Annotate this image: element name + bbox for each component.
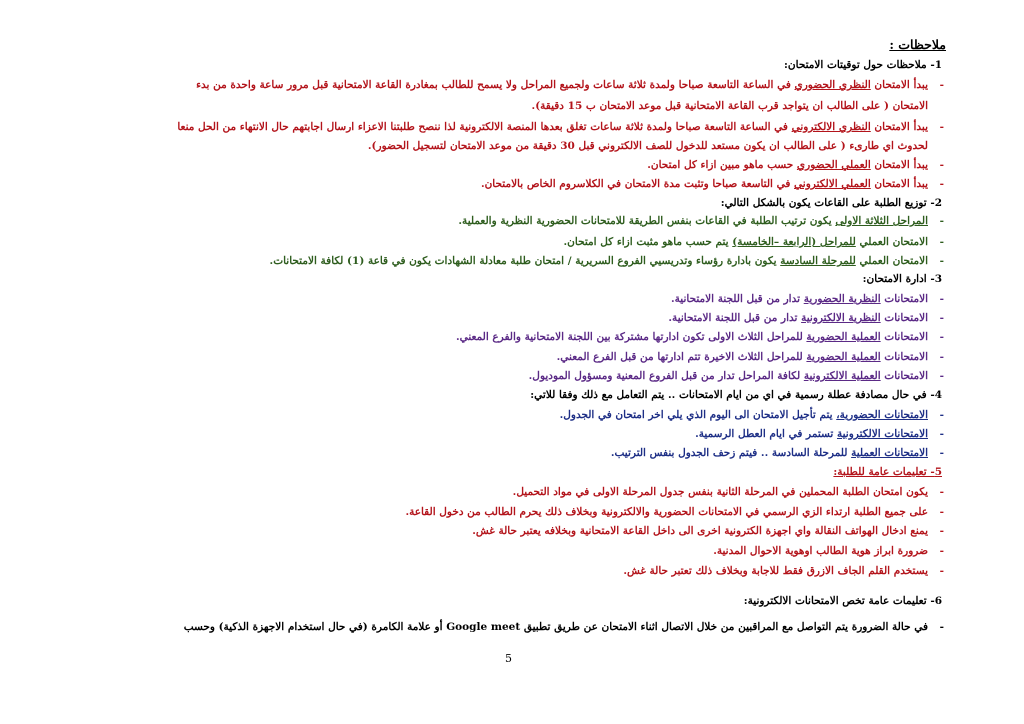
list-item: - على جميع الطلبة ارتداء الزي الرسمي في الامتحانات الحضورية والالكترونية وبخلاف ذلك يحرم الطالب من دخول القاعة. <box>405 506 944 518</box>
list-item: - المراحل الثلاثة الاولى يكون ترتيب الطلبة في القاعات بنفس الطريقة للامتحانات الحضورية النظرية والعملية. <box>458 215 944 227</box>
list-item: - الامتحانات النظرية الحضورية تدار من قبل اللجنة الامتحانية. <box>671 293 944 305</box>
list-item: - الامتحانات الالكترونية تستمر في ايام العطل الرسمية. <box>695 428 944 440</box>
section-3-heading: 3- ادارة الامتحان: <box>862 273 942 285</box>
list-item: - الامتحانات الحضورية، يتم تأجيل الامتحان الى اليوم الذي يلي اخر امتحان في الجدول. <box>559 409 944 421</box>
list-item: الامتحان ( على الطالب ان يتواجد قرب القاعة الامتحانية قبل موعد الامتحان ب 15 دقيقة). <box>531 100 928 112</box>
list-item: - يستخدم القلم الجاف الازرق فقط للاجابة وبخلاف ذلك تعتبر حالة غش. <box>623 565 944 577</box>
list-item: - الامتحانات العملية للمرحلة السادسة .. فيتم زحف الجدول بنفس الترتيب. <box>610 447 944 459</box>
list-item: - الامتحانات النظرية الالكترونية تدار من قبل اللجنة الامتحانية. <box>668 312 944 324</box>
section-1-heading: 1- ملاحظات حول توقيتات الامتحان: <box>784 59 942 71</box>
list-item: - ضرورة ابراز هوية الطالب اوهوية الاحوال المدنية. <box>713 545 944 557</box>
list-item: - الامتحان العملي للمراحل (الرابعة –الخامسة) يتم حسب ماهو مثبت ازاء كل امتحان. <box>563 236 944 248</box>
list-item: - الامتحان العملي للمرحلة السادسة يكون بادارة رؤساء وتدريسيي الفروع السريرية / امتحان طلبة معادلة الشهادات يكون في قاعة (1) لكافة الامتحانات. <box>269 255 944 267</box>
list-item: - في حالة الضرورة يتم التواصل مع المراقبين من خلال الاتصال اثناء الامتحان عن طريق تطبيق Google meet أو علامة الكامرة (في حال استخدام الاجهزة الذكية) وحسب <box>183 621 944 633</box>
list-item: - يبدأ الامتحان العملي الالكتروني في التاسعة صباحا وتثبت مدة الامتحان في الكلاسروم الخاص بالامتحان. <box>480 178 944 190</box>
list-item: - يمنع ادخال الهواتف النقالة واي اجهزة الكترونية اخرى الى داخل القاعة الامتحانية وبخلافه يعتبر حالة غش. <box>472 525 944 537</box>
section-6-heading: 6- تعليمات عامة تخص الامتحانات الالكترونية: <box>743 595 942 607</box>
page-title: ملاحظات : <box>889 37 946 52</box>
section-5-heading: 5- تعليمات عامة للطلبة: <box>833 466 942 478</box>
section-2-heading: 2- توزيع الطلبة على القاعات يكون بالشكل التالي: <box>720 197 942 209</box>
page-number: 5 <box>505 652 512 665</box>
list-item: - يكون امتحان الطلبة المحملين في المرحلة الثانية بنفس جدول المرحلة الاولى في مواد التحميل. <box>512 486 944 498</box>
list-item: - الامتحانات العملية الحضورية للمراحل الثلاث الاولى تكون ادارتها مشتركة بين اللجنة الامتحانية والفرع المعني. <box>455 331 944 343</box>
list-item: - يبدأ الامتحان العملي الحضوري حسب ماهو مبين ازاء كل امتحان. <box>647 159 944 171</box>
list-item: - يبدأ الامتحان النظري الالكتروني في الساعة التاسعة صباحا ولمدة ثلاثة ساعات تغلق بعدها المنصة الالكترونية لذا ننصح طلبتنا الاعزاء ارسال اجابتهم حال الانتهاء من الحل منعا <box>177 121 944 133</box>
list-item: لحدوث اي طارىء ( على الطالب ان يكون مستعد للدخول للصف الالكتروني قبل 30 دقيقة من موعد الامتحان لتسجيل الحضور). <box>367 140 928 152</box>
list-item: - يبدأ الامتحان النظري الحضوري في الساعة التاسعة صباحا ولمدة ثلاثة ساعات ولجميع المراحل ولا يسمح للطالب بمغادرة القاعة الامتحانية قبل مرور ساعة واحدة من بدء <box>196 79 944 91</box>
section-4-heading: 4- في حال مصادفة عطلة رسمية في اي من ايام الامتحانات .. يتم التعامل مع ذلك وفقا للاتي: <box>530 389 942 401</box>
list-item: - الامتحانات العملية الحضورية للمراحل الثلاث الاخيرة تتم ادارتها من قبل الفرع المعني. <box>556 351 944 363</box>
list-item: - الامتحانات العملية الالكترونية لكافة المراحل تدار من قبل الفروع المعنية ومسؤول الموديول. <box>528 370 944 382</box>
